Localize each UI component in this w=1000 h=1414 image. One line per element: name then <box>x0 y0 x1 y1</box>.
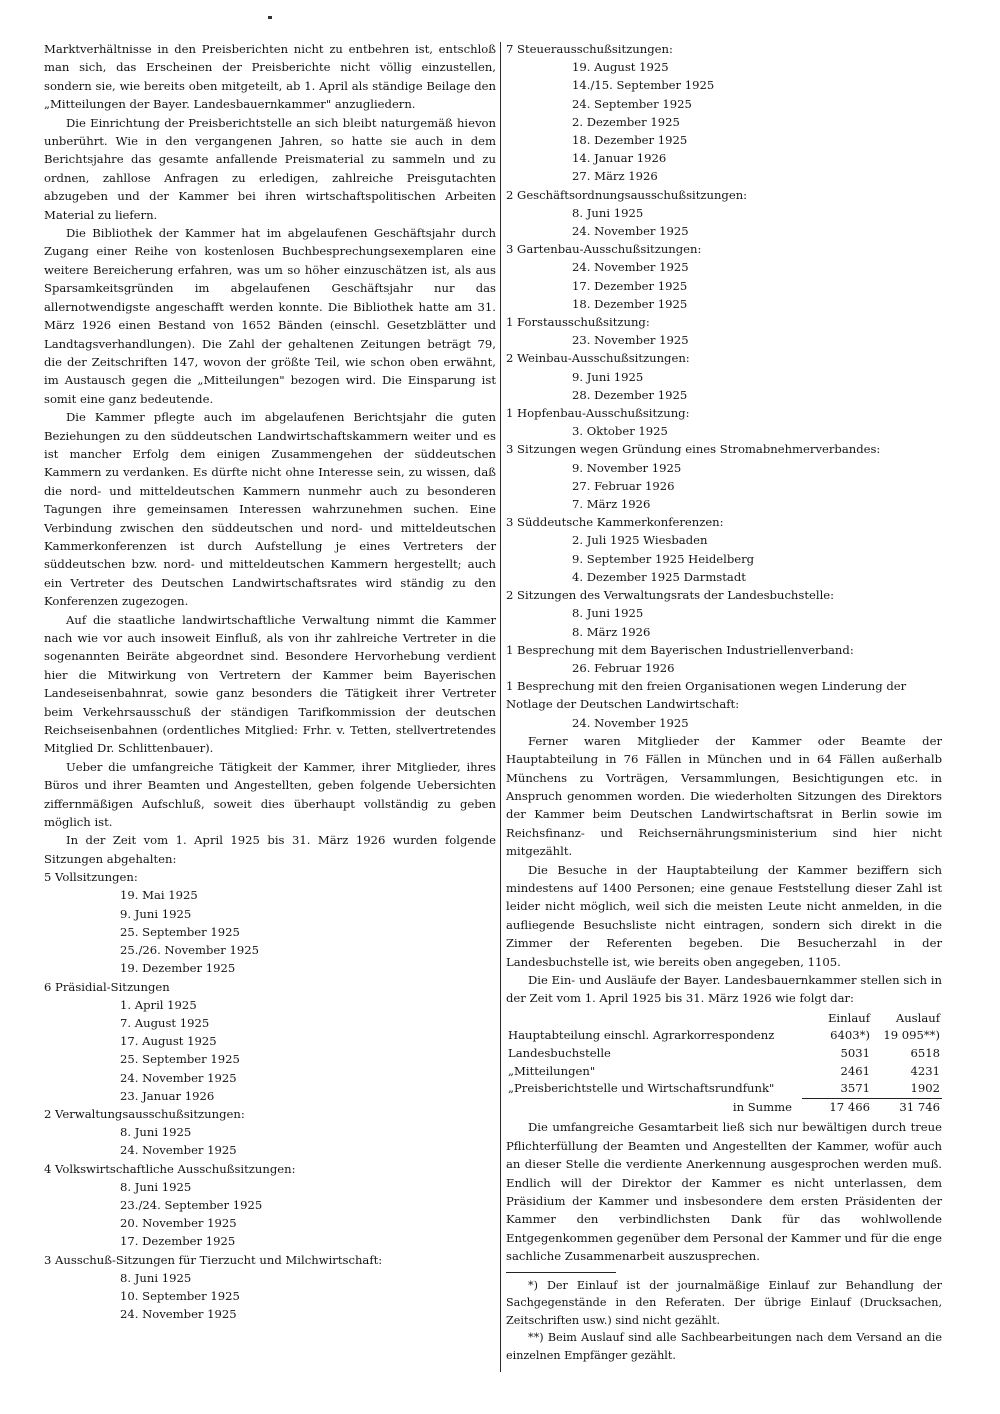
session-date: 9. Juni 1925 <box>120 906 192 921</box>
session-date: 23./24. September 1925 <box>120 1197 263 1212</box>
session-date: 23. November 1925 <box>572 333 689 348</box>
session-title: 2 Geschäftsordnungsausschußsitzungen: <box>506 187 748 202</box>
session-title: 2 Sitzungen des Verwaltungsrats der Landesbuchstelle: <box>506 588 835 603</box>
session-date: 1. April 1925 <box>120 997 197 1012</box>
session-group <box>506 677 942 732</box>
table-header-auslauf: Auslauf <box>895 1010 940 1025</box>
session-date: 9. November 1925 <box>572 460 682 475</box>
session-date: 20. November 1925 <box>120 1216 237 1231</box>
table-row-label: Hauptabteilung einschl. Agrarkorrespondenz <box>508 1028 775 1043</box>
session-date: 26. Februar 1926 <box>572 660 675 675</box>
table-row <box>506 1045 942 1063</box>
footnote-rule <box>506 1272 616 1273</box>
table-header-row <box>506 1010 942 1028</box>
paragraph-meetings: Ferner waren Mitglieder der Kammer oder Beamte der Hauptabteilung in 76 Fällen in München und in 64 Fällen außerhalb Münchens zu Vorträgen, Versammlungen, Besichtigungen etc. in Anspruch genommen worden. Die wiederholten Sitzungen des Direktors der Kammer beim Deutschen Landwirtschaftsrat in Berlin sowie im Reichsfinanz- und Reichsernährungsministerium sind hier nicht mitgezählt. <box>506 733 942 859</box>
session-date: 19. Dezember 1925 <box>120 961 236 976</box>
session-date: 8. Juni 1925 <box>120 1125 192 1140</box>
paragraph-sessions-intro: In der Zeit vom 1. April 1925 bis 31. März 1926 wurden folgende Sitzungen abgehalten: <box>44 833 496 866</box>
footnote-auslauf: **) Beim Auslauf sind alle Sachbearbeitungen nach dem Versand an die einzelnen Empfänger gezählt. <box>506 1331 942 1362</box>
table-cell-einlauf: 5031 <box>840 1046 870 1060</box>
session-group <box>44 1251 496 1324</box>
session-title: 3 Ausschuß-Sitzungen für Tierzucht und Milchwirtschaft: <box>44 1252 383 1267</box>
paragraph-visitors: Die Besuche in der Hauptabteilung der Kammer beziffern sich mindestens auf 1400 Personen; eine genaue Feststellung dieser Zahl ist leider nicht möglich, weil sich die meisten Leute nicht anmelden, in die aufliegende Besuchsliste nicht eintragen, sondern sich direkt in die Zimmer der Referenten begeben. Die Besucherzahl in der Landesbuchstelle ist, wie bereits oben angegeben, 1105. <box>506 862 942 969</box>
print-mark <box>268 16 272 19</box>
table-row <box>506 1063 942 1081</box>
session-date: 23. Januar 1926 <box>120 1088 215 1103</box>
session-date: 8. Juni 1925 <box>120 1270 192 1285</box>
session-title: 3 Gartenbau-Ausschußsitzungen: <box>506 242 702 257</box>
session-title: 2 Verwaltungsausschußsitzungen: <box>44 1106 245 1121</box>
table-total-einlauf: 17 466 <box>829 1099 870 1114</box>
session-date: 27. Februar 1926 <box>572 478 675 493</box>
session-title: 5 Vollsitzungen: <box>44 870 138 885</box>
session-title: 1 Forstausschußsitzung: <box>506 315 650 330</box>
session-date: 17. Dezember 1925 <box>120 1234 236 1249</box>
session-date: 19. Mai 1925 <box>120 888 198 903</box>
session-date: 24. November 1925 <box>572 715 689 730</box>
paragraph-administration: Auf die staatliche landwirtschaftliche Verwaltung nimmt die Kammer nach wie vor auch insoweit Einfluß, als von ihr zahlreiche Vertreter in die sogenannten Beiräte abgeordnet sind. Besondere Hervorhebung verdient hier die Mitwirkung von Vertretern der Kammer beim Bayerischen Landeseisenbahnrat, sowie ganz besonders die Tätigkeit ihrer Vertreter beim Verkehrsausschuß der ständigen Tarifkommission der deutschen Reichseisenbahnen (ordentliches Mitglied: Frhr. v. Tetten, stellvertretendes Mitglied Dr. Schlittenbauer). <box>44 612 496 756</box>
table-cell-auslauf: 4231 <box>910 1063 940 1078</box>
session-date: 8. Juni 1925 <box>572 205 644 220</box>
paragraph-closing: Die umfangreiche Gesamtarbeit ließ sich nur bewältigen durch treue Pflichterfüllung der Beamten und Angestellten der Kammer, wofür auch an dieser Stelle die verdiente Anerkennung ausgesprochen werden muß. Endlich will der Direktor der Kammer es nicht unterlassen, dem Präsidium der Kammer und insbesondere dem ersten Präsidenten der Kammer den verbindlichsten Dank für das wohlwollende Entgegenkommen gegenüber dem Personal der Kammer und für die enge sachliche Zusammenarbeit auszusprechen. <box>506 1120 942 1264</box>
paragraph-library: Die Bibliothek der Kammer hat im abgelaufenen Geschäftsjahr durch Zugang einer Reihe von kostenlosen Buchbesprechungsexemplaren eine weitere Bereicherung erfahren, was um so höher einzuschätzen ist, als aus Sparsamkeitsgründen im abgelaufenen Geschäftsjahr nur das allernotwendigste angeschafft werden konnte. Die Bibliothek hatte am 31. März 1926 einen Bestand von 1652 Bänden (einschl. Gesetzblätter und Landtagsverhandlungen). Die Zahl der gehaltenen Zeitungen beträgt 79, die der Zeitschriften 147, wovon der größte Teil, wie schon oben erwähnt, im Austausch gegen die „Mitteilungen" bezogen wird. Die Einsparung ist somit eine ganz bedeutende. <box>44 226 496 406</box>
paragraph-price-reports: Marktverhältnisse in den Preisberichten nicht zu entbehren ist, entschloß man sich, das Erscheinen der Preisberichte nicht völlig einzustellen, sondern sie, wie bereits oben mitgeteilt, ab 1. April als ständige Beilage den „Mitteilungen der Bayer. Landesbauernkammer" anzugliedern. <box>44 42 496 112</box>
table-header-blank <box>506 1010 802 1028</box>
session-title: 2 Weinbau-Ausschußsitzungen: <box>506 351 690 366</box>
paragraph-price-office: Die Einrichtung der Preisberichtstelle an sich bleibt naturgemäß hievon unberührt. Wie in den vergangenen Jahren, so hatte sie auch in dem Berichtsjahre das gesamte anfallende Preismaterial zu sammeln und zu ordnen, zahllose Anfragen zu erledigen, zahlreiche Preisgutachten abzugeben und der Kammer bei ihren wirtschaftspolitischen Arbeiten Material zu liefern. <box>44 115 496 222</box>
table-row-label: „Mitteilungen" <box>508 1063 596 1078</box>
session-title: 4 Volkswirtschaftliche Ausschußsitzungen: <box>44 1161 296 1176</box>
session-date: 25. September 1925 <box>120 924 240 939</box>
session-date: 4. Dezember 1925 Darmstadt <box>572 569 746 584</box>
session-title: 3 Sitzungen wegen Gründung eines Stromabnehmerverbandes: <box>506 442 881 457</box>
table-cell-einlauf: 6403*) <box>830 1028 870 1043</box>
inout-table <box>506 1010 942 1117</box>
session-date: 18. Dezember 1925 <box>572 133 688 148</box>
table-cell-auslauf: 19 095**) <box>883 1028 940 1043</box>
session-date: 19. August 1925 <box>572 60 669 75</box>
session-group <box>44 1160 496 1251</box>
session-date: 17. August 1925 <box>120 1034 217 1049</box>
session-date: 17. Dezember 1925 <box>572 278 688 293</box>
session-date: 3. Oktober 1925 <box>572 424 668 439</box>
table-row-label: Landesbuchstelle <box>508 1046 611 1060</box>
table-cell-einlauf: 3571 <box>802 1080 872 1098</box>
table-total-row <box>506 1098 942 1116</box>
session-date: 8. März 1926 <box>572 624 651 639</box>
session-date: 24. November 1925 <box>120 1307 237 1322</box>
session-date: 8. Juni 1925 <box>120 1179 192 1194</box>
table-row <box>506 1080 942 1098</box>
session-date: 18. Dezember 1925 <box>572 296 688 311</box>
table-cell-einlauf: 2461 <box>840 1063 870 1078</box>
session-group <box>506 513 942 586</box>
session-group <box>506 240 942 313</box>
session-title: 1 Hopfenbau-Ausschußsitzung: <box>506 406 690 421</box>
session-title: 1 Besprechung mit dem Bayerischen Industriellenverband: <box>506 642 854 657</box>
session-group <box>506 349 942 404</box>
session-date: 24. September 1925 <box>572 96 692 111</box>
session-date: 2. Juli 1925 Wiesbaden <box>572 533 708 548</box>
table-header-einlauf: Einlauf <box>827 1010 870 1025</box>
table-cell-auslauf: 1902 <box>872 1080 942 1098</box>
left-column <box>44 40 496 1323</box>
session-date: 24. November 1925 <box>120 1070 237 1085</box>
session-group <box>506 186 942 241</box>
session-date: 2. Dezember 1925 <box>572 114 680 129</box>
session-group <box>506 440 942 513</box>
paragraph-inout-intro: Die Ein- und Ausläufe der Bayer. Landesbauernkammer stellen sich in der Zeit vom 1. April 1925 bis 31. März 1926 wie folgt dar: <box>506 973 942 1006</box>
session-title: 7 Steuerausschußsitzungen: <box>506 42 673 56</box>
session-date: 25. September 1925 <box>120 1052 240 1067</box>
table-total-auslauf: 31 746 <box>899 1099 940 1114</box>
session-title: 1 Besprechung mit den freien Organisationen wegen Linderung der Notlage der Deutschen Landwirtschaft: <box>506 679 907 712</box>
session-group <box>44 978 496 1105</box>
session-group <box>44 1105 496 1160</box>
session-title: 6 Präsidial-Sitzungen <box>44 979 170 994</box>
paragraph-overview: Ueber die umfangreiche Tätigkeit der Kammer, ihrer Mitglieder, ihres Büros und ihrer Beamten und Angestellten, geben folgende Uebersichten ziffernmäßigen Aufschluß, soweit dies überhaupt vollständig zu geben möglich ist. <box>44 759 496 830</box>
session-date: 9. Juni 1925 <box>572 369 644 384</box>
paragraph-chambers: Die Kammer pflegte auch im abgelaufenen Berichtsjahr die guten Beziehungen zu den süddeutschen Landwirtschaftskammern weiter und es ist mancher Erfolg dem einigen Zusammengehen der süddeutschen Kammern zu verdanken. Es dürfte nicht ohne Interesse sein, zu wissen, daß die nord- und mitteldeutschen Kammern nunmehr auch zu besonderen Tagungen ihre gemeinsamen Interessen wahrzunehmen suchen. Eine Verbindung zwischen den süddeutschen und nord- und mitteldeutschen Kammerkonferenzen ist durch Aufstellung je eines Vertreters der süddeutschen bzw. nord- und mitteldeutschen Kammern hergestellt; auch ein Vertreter des Deutschen Landwirtschaftsrates wird ständig zu den Konferenzen zugezogen. <box>44 410 496 609</box>
session-date: 24. November 1925 <box>572 224 689 239</box>
session-date: 9. September 1925 Heidelberg <box>572 551 755 566</box>
session-group <box>506 40 942 186</box>
session-group <box>44 868 496 977</box>
session-group <box>506 641 942 677</box>
column-divider <box>500 42 501 1372</box>
session-date: 24. November 1925 <box>120 1143 237 1158</box>
table-total-label: in Summe <box>732 1099 792 1114</box>
session-date: 10. September 1925 <box>120 1288 240 1303</box>
session-date: 27. März 1926 <box>572 169 658 184</box>
session-group <box>506 313 942 349</box>
session-date: 25./26. November 1925 <box>120 943 260 958</box>
session-date: 8. Juni 1925 <box>572 606 644 621</box>
session-date: 7. August 1925 <box>120 1015 210 1030</box>
session-title: 3 Süddeutsche Kammerkonferenzen: <box>506 515 724 530</box>
session-date: 14./15. September 1925 <box>572 78 715 93</box>
session-group <box>506 586 942 641</box>
footnote-einlauf: *) Der Einlauf ist der journalmäßige Einlauf zur Behandlung der Sachgegenstände in den Referaten. Der übrige Einlauf (Drucksachen, Zeitschriften usw.) sind nicht gezählt. <box>506 1278 942 1327</box>
session-date: 7. März 1926 <box>572 497 651 512</box>
right-column <box>506 40 942 1365</box>
table-row-label: „Preisberichtstelle und Wirtschaftsrundfunk" <box>508 1081 775 1096</box>
session-group <box>506 404 942 440</box>
table-row <box>506 1027 942 1045</box>
session-date: 14. Januar 1926 <box>572 151 667 166</box>
session-date: 24. November 1925 <box>572 260 689 275</box>
session-date: 28. Dezember 1925 <box>572 387 688 402</box>
table-cell-auslauf: 6518 <box>910 1046 940 1060</box>
